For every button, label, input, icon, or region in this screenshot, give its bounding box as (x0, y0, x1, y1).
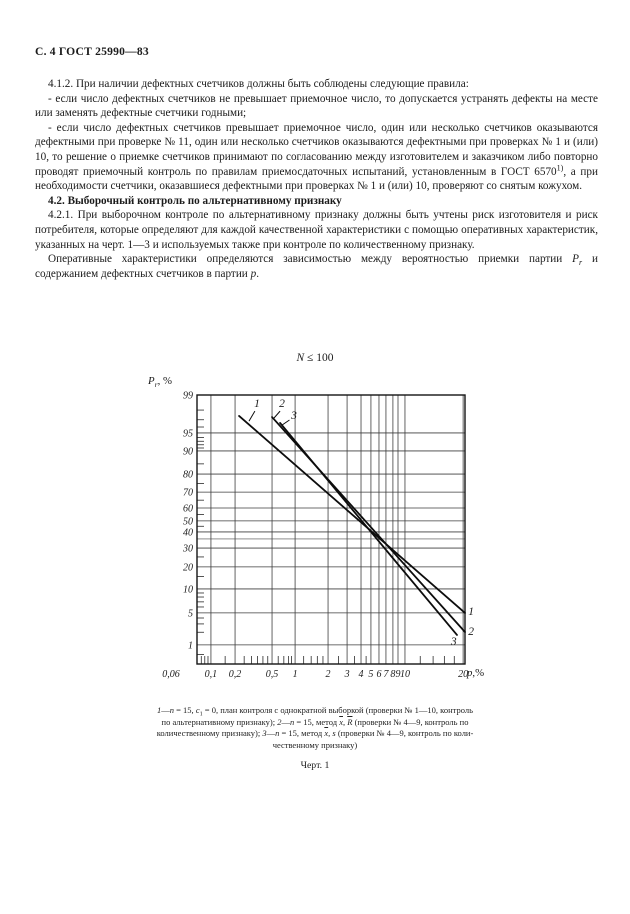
text-segment: P (572, 253, 579, 266)
curve-label-leader (282, 420, 290, 425)
text-segment: (проверки № 4—9, контроль по (352, 716, 469, 727)
figure-caption (100, 705, 530, 751)
text-segment: $\overline{R}$ (347, 716, 353, 727)
chart-text: 2 (468, 625, 474, 638)
caption-line (100, 728, 530, 740)
text-segment: n (169, 705, 175, 715)
paragraph (35, 208, 598, 252)
text-segment: ,% (472, 667, 485, 679)
chart-text: 99 (183, 390, 193, 402)
text-segment: Оперативные характеристики определяются зависимостью между вероятностью приемки партии (48, 253, 573, 266)
paragraph (35, 194, 598, 209)
text-segment: r (154, 380, 158, 390)
text-segment: . (256, 267, 259, 280)
text-segment: p (250, 267, 257, 280)
chart-text: 3 (450, 636, 457, 649)
text-segment: 1) (556, 162, 564, 172)
chart-text: 6 (376, 669, 382, 680)
text-segment: = 15, метод (294, 716, 340, 727)
text-segment: r (579, 258, 583, 268)
chart-text: 80 (183, 469, 193, 481)
chart-text: 2 (279, 398, 285, 411)
text-segment: — (161, 705, 170, 715)
chart-text: 1 (254, 398, 260, 411)
text-segment: и содержанием дефектных счетчиков в партии (35, 253, 598, 280)
text-segment: c (195, 705, 200, 715)
chart-text: 4 (358, 669, 364, 680)
chart-text: 90 (183, 446, 193, 458)
chart-text: 20 (183, 562, 193, 574)
text-segment: 1 (157, 705, 162, 715)
text-segment: P (148, 375, 155, 387)
text-segment: s (332, 728, 336, 739)
chart-text: 0,2 (228, 669, 242, 680)
chart-text: 1 (188, 640, 193, 652)
text-segment: = 0, план контроля с однократной выборкой (проверки № 1—10, контроль (202, 705, 473, 715)
text-segment: 4.2.1. При выборочном контроле по альтернативному признаку должны быть учтены риск изготовителя и риск потребителя, которые определяют для каждой качественной характеристики с помощью оперативных характеристик, указанных на черт. 1—3 и используемых также при контроле по количественному признаку. (35, 209, 598, 251)
chart-text: 70 (183, 487, 193, 499)
chart-text: 1 (468, 606, 474, 619)
caption-line (100, 740, 530, 752)
paragraph (35, 252, 598, 281)
text-segment: чественному признаку) (272, 739, 358, 750)
chart-text: 60 (183, 503, 193, 515)
chart-text: 0,1 (204, 669, 218, 680)
text-segment: n (289, 716, 295, 727)
chart-text: 30 (183, 543, 193, 555)
paragraph (35, 77, 598, 92)
chart-text: 10 (183, 584, 193, 596)
body-text (35, 77, 598, 281)
figure-number: Черт. 1 (300, 760, 330, 771)
text-segment: , (343, 716, 348, 727)
text-segment: 1 (199, 711, 203, 718)
text-segment: — (266, 728, 276, 739)
page-header: С. 4 ГОСТ 25990—83 (35, 45, 149, 58)
text-segment: (проверки № 4—9, контроль по коли- (335, 728, 474, 739)
chart-text: 0,5 (265, 669, 279, 680)
chart-text: 7 (383, 669, 389, 680)
chart-text: 40 (183, 527, 193, 539)
chart-text: 0,06 (162, 669, 180, 680)
chart-text: 10 (399, 669, 410, 680)
oc-curve-3 (280, 423, 457, 635)
oc-curve-1 (239, 416, 465, 613)
text-segment: = 15, метод (279, 728, 325, 739)
chart-text: 9 (395, 669, 401, 680)
chart-text: 50 (183, 516, 193, 528)
chart-text: 2 (325, 669, 331, 680)
curve-label-leader (249, 411, 255, 421)
text-segment: - если число дефектных счетчиков превышает приемочное число, один или несколько счетчиков оказываются дефектными при проверке № 11, один или несколько счетчиков оказываются дефектными при проверках № 1 и (или) 10, то решение о приемке счетчиков принимают по согласованию между изготовителем и заказчиком либо повторно проводят приемочный контроль по правилам приемосдаточных испытаний, установленным в ГОСТ 6570 (35, 121, 598, 178)
text-segment: — (281, 716, 290, 727)
chart-text: 5 (188, 608, 193, 620)
text-segment: - если число дефектных счетчиков не превышает приемочное число, то допускается устранять дефекты на месте или заменять дефектные счетчики годными; (35, 92, 598, 120)
caption-line (100, 717, 530, 729)
text-segment: , а при необходимости счетчики, оказавшиеся дефектными при проверках № 1 и (или) 10, проверяют со снятым кожухом. (35, 165, 598, 193)
text-segment: $\overline{x}$ (324, 728, 329, 739)
text-segment: 4.2. Выборочный контроль по альтернативному признаку (48, 194, 342, 207)
text-segment: количественному признаку); (156, 728, 263, 739)
chart-text: 3 (291, 410, 297, 423)
text-segment: 4.1.2. При наличии дефектных счетчиков должны быть соблюдены следующие правила: (48, 78, 469, 90)
text-segment: ≤ 100 (304, 352, 334, 364)
chart-text: 3 (344, 669, 350, 680)
text-segment: N (296, 352, 305, 364)
text-segment: = 15, (174, 705, 196, 715)
paragraph (35, 121, 598, 194)
text-segment: 3 (262, 728, 267, 739)
curve-label-leader (274, 411, 280, 418)
chart-text: 20 (458, 669, 469, 680)
paragraph (35, 92, 598, 121)
text-segment: , (328, 728, 333, 739)
text-segment: $\overline{x}$ (339, 716, 343, 727)
plot-frame (197, 395, 465, 664)
chart-text: 95 (183, 428, 193, 440)
oc-curves-chart (140, 345, 520, 690)
chart-text: 1 (292, 669, 298, 680)
caption-line (100, 705, 530, 717)
text-segment: p (467, 667, 473, 679)
figure-chart (140, 333, 520, 690)
chart-text: 8 (390, 669, 396, 680)
text-segment: 2 (277, 716, 282, 727)
chart-text: 5 (368, 669, 374, 680)
text-segment: n (275, 728, 280, 739)
text-segment: , % (157, 375, 173, 387)
text-segment: по альтернативному признаку); (161, 716, 278, 727)
